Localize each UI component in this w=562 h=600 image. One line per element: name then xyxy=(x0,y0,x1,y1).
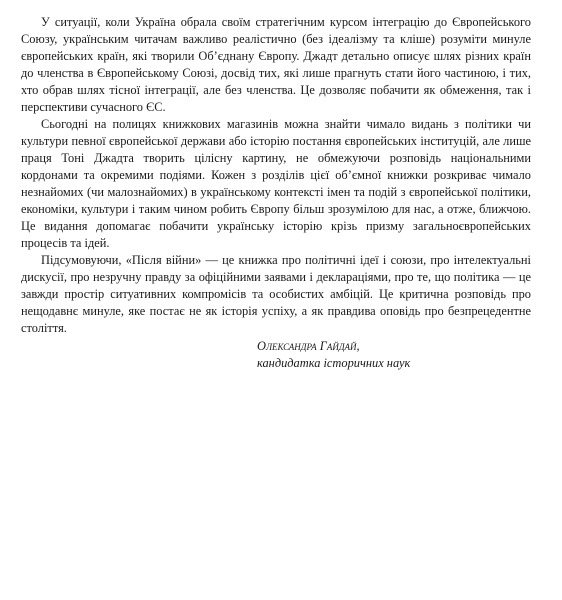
author-name: Олександра Гайдай, xyxy=(257,339,360,353)
paragraph-2: Сьогодні на полицях книжкових магазинів можна знайти чимало видань з політики чи культури певної європейської держави або історію постання європейських інституцій, але лише праця Тоні Джадта творить цілісну картину, не обмежуючи розповідь національними кордонами та окремими подіями. Кожен з розділів цієї об’ємної книжки розкриває чимало незнайомих (чи малознайомих) в українському контексті імен та подій з європейської політики, економіки, культури і таким чином робить Європу більш зрозумілою для нас, а отже, ближчою. Це видання допомагає побачити українську історію крізь призму загальноєвропейських процесів та ідей. xyxy=(21,117,531,250)
paragraph-3: Підсумовуючи, «Після війни» — це книжка про політичні ідеї і союзи, про інтелектуальні дискусії, про незручну правду за офіційними заявами і деклараціями, про те, що політика — це завжди простір ситуативних компромісів та особистих амбіцій. Це критична розповідь про нещодавнє минуле, яке постає не як історія успіху, а як правдива оповідь про безпрецедентне століття. xyxy=(21,253,531,335)
paragraph-1: У ситуації, коли Україна обрала своїм стратегічним курсом інтеграцію до Європейського Союзу, українським читачам важливо реалістично (без ідеалізму та кліше) розуміти минуле європейських країн, які творили Об’єднану Європу. Джадт детально описує шлях різних країн до членства в Європейському Союзі, досвід тих, які лише прагнуть стати його частиною, і тих, хто обрав шлях тісної інтеграції, але без членства. Це дозволяє побачити як обмеження, так і перспективи сучасного ЄС. xyxy=(21,15,531,114)
author-title: кандидатка історичних наук xyxy=(257,356,411,370)
document-body xyxy=(21,14,531,372)
signature-block xyxy=(257,338,531,372)
